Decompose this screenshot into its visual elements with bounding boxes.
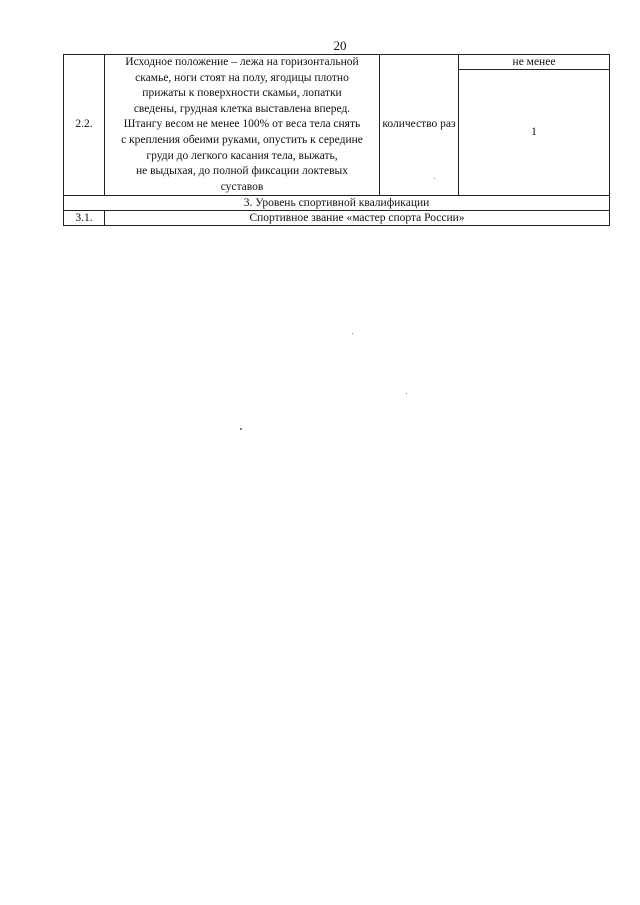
page-number: 20 [333,38,347,53]
standard-value: 1 [459,70,610,196]
scan-speck [406,393,407,394]
row-number: 3.1. [64,211,105,226]
criterion-header: не менее [459,55,610,70]
scan-speck [434,178,435,179]
description-line: с крепления обеими руками, опустить к середине [121,133,363,146]
section-heading: 3. Уровень спортивной квалификации [64,196,610,211]
section-row [64,196,610,211]
description-line: Штангу весом не менее 100% от веса тела снять [123,118,361,131]
description-line: скамье, ноги стоят на полу, ягодицы плотно [135,71,349,84]
description-line: груди до легкого касания тела, выжать, [146,149,338,162]
table-row [64,211,610,226]
description-line: суставов [220,180,264,193]
description-line: Исходное положение – лежа на горизонтальной [125,56,359,68]
table-row [64,55,610,70]
standards-table [63,54,610,226]
description-line: прижаты к поверхности скамьи, лопатки [142,87,342,100]
description-line: сведены, грудная клетка выставлена вперед. [133,102,351,115]
unit-of-measure: количество раз [380,55,459,196]
description-line: не выдыхая, до полной фиксации локтевых [135,165,349,178]
scan-speck [240,428,242,430]
qualification-title: Спортивное звание «мастер спорта России» [105,211,610,226]
exercise-description [105,55,380,196]
row-number: 2.2. [64,55,105,196]
scan-speck [352,333,353,334]
